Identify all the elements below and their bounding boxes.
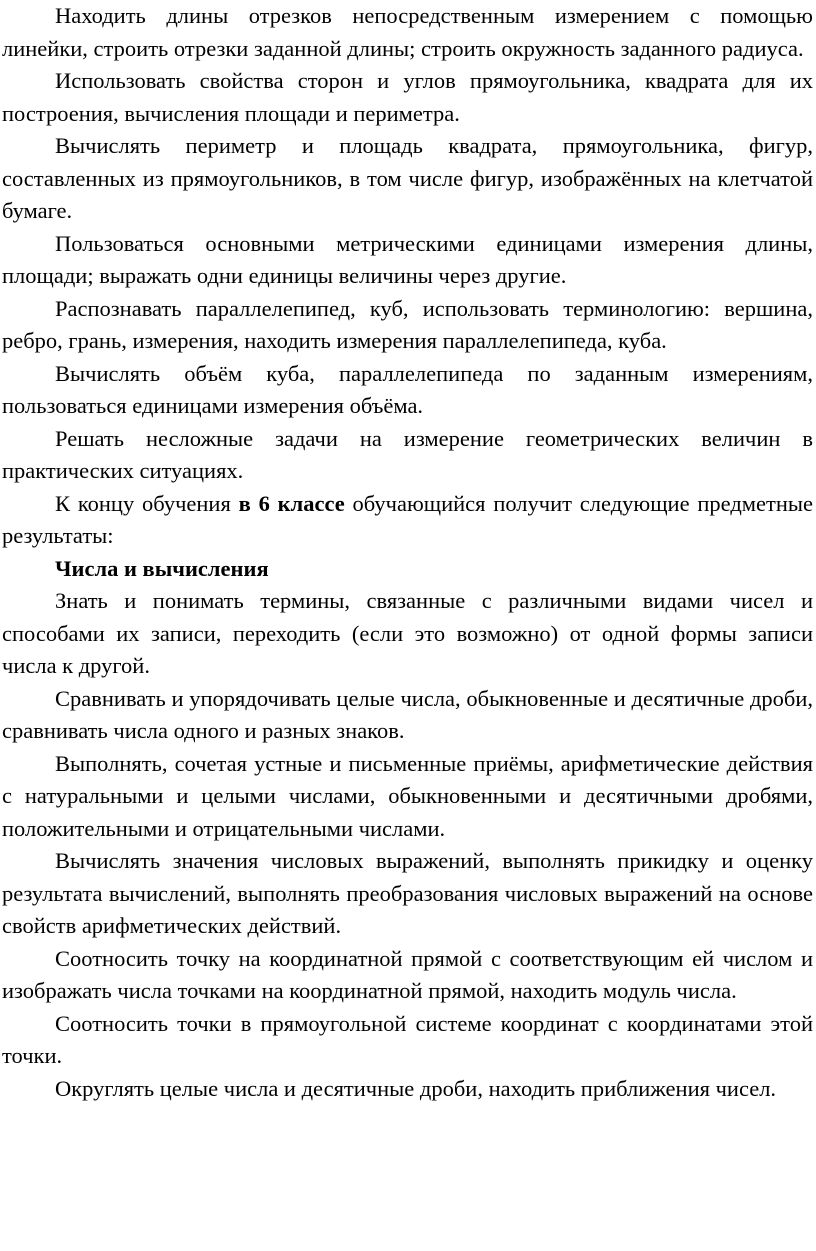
grade-intro-after: обучающийся получит следующие предметные результаты: [2,490,813,548]
paragraph-grade-intro [2,488,813,553]
paragraph-expressions: Вычислять значения числовых выражений, выполнять прикидку и оценку результата вычислений, выполнять преобразования числовых выражений на основе свойств арифметических действий. [2,848,813,938]
paragraph-rounding: Округлять целые числа и десятичные дроби, находить приближения чисел. [55,1075,777,1101]
paragraph-compare-numbers: Сравнивать и упорядочивать целые числа, обыкновенные и десятичные дроби, сравнивать числа одного и разных знаков. [2,685,813,743]
paragraph-parallelepiped: Распознавать параллелепипед, куб, использовать терминологию: вершина, ребро, грань, измерения, находить измерения параллелепипеда, куба. [2,295,813,353]
paragraph-rectangle-properties: Использовать свойства сторон и углов прямоугольника, квадрата для их построения, вычисления площади и периметра. [2,68,813,126]
document-page [2,0,813,1105]
grade-intro-before: К концу обучения [55,490,239,516]
paragraph-number-terms: Знать и понимать термины, связанные с различными видами чисел и способами их записи, переходить (если это возможно) от одной формы записи числа к другой. [2,588,813,678]
paragraph-perimeter-area: Вычислять периметр и площадь квадрата, прямоугольника, фигур, составленных из прямоугольников, в том числе фигур, изображённых на клетчатой бумаге. [2,133,813,223]
paragraph-measure-segments: Находить длины отрезков непосредственным измерением с помощью линейки, строить отрезки заданной длины; строить окружность заданного радиуса. [2,3,813,61]
section-heading: Числа и вычисления [55,555,269,581]
grade-intro-emphasis: в 6 классе [238,490,345,516]
paragraph-metric-units: Пользоваться основными метрическими единицами измерения длины, площади; выражать одни единицы величины через другие. [2,230,813,288]
paragraph-arithmetic: Выполнять, сочетая устные и письменные приёмы, арифметические действия с натуральными и целыми числами, обыкновенными и десятичными дробями, положительными и отрицательными числами. [2,750,813,841]
paragraph-practical-tasks: Решать несложные задачи на измерение геометрических величин в практических ситуациях. [2,425,813,483]
paragraph-volume: Вычислять объём куба, параллелепипеда по заданным измерениям, пользоваться единицами измерения объёма. [2,360,813,418]
paragraph-number-line: Соотносить точку на координатной прямой с соответствующим ей числом и изображать числа точками на координатной прямой, находить модуль числа. [2,945,813,1003]
paragraph-coordinates: Соотносить точки в прямоугольной системе координат с координатами этой точки. [2,1010,813,1068]
